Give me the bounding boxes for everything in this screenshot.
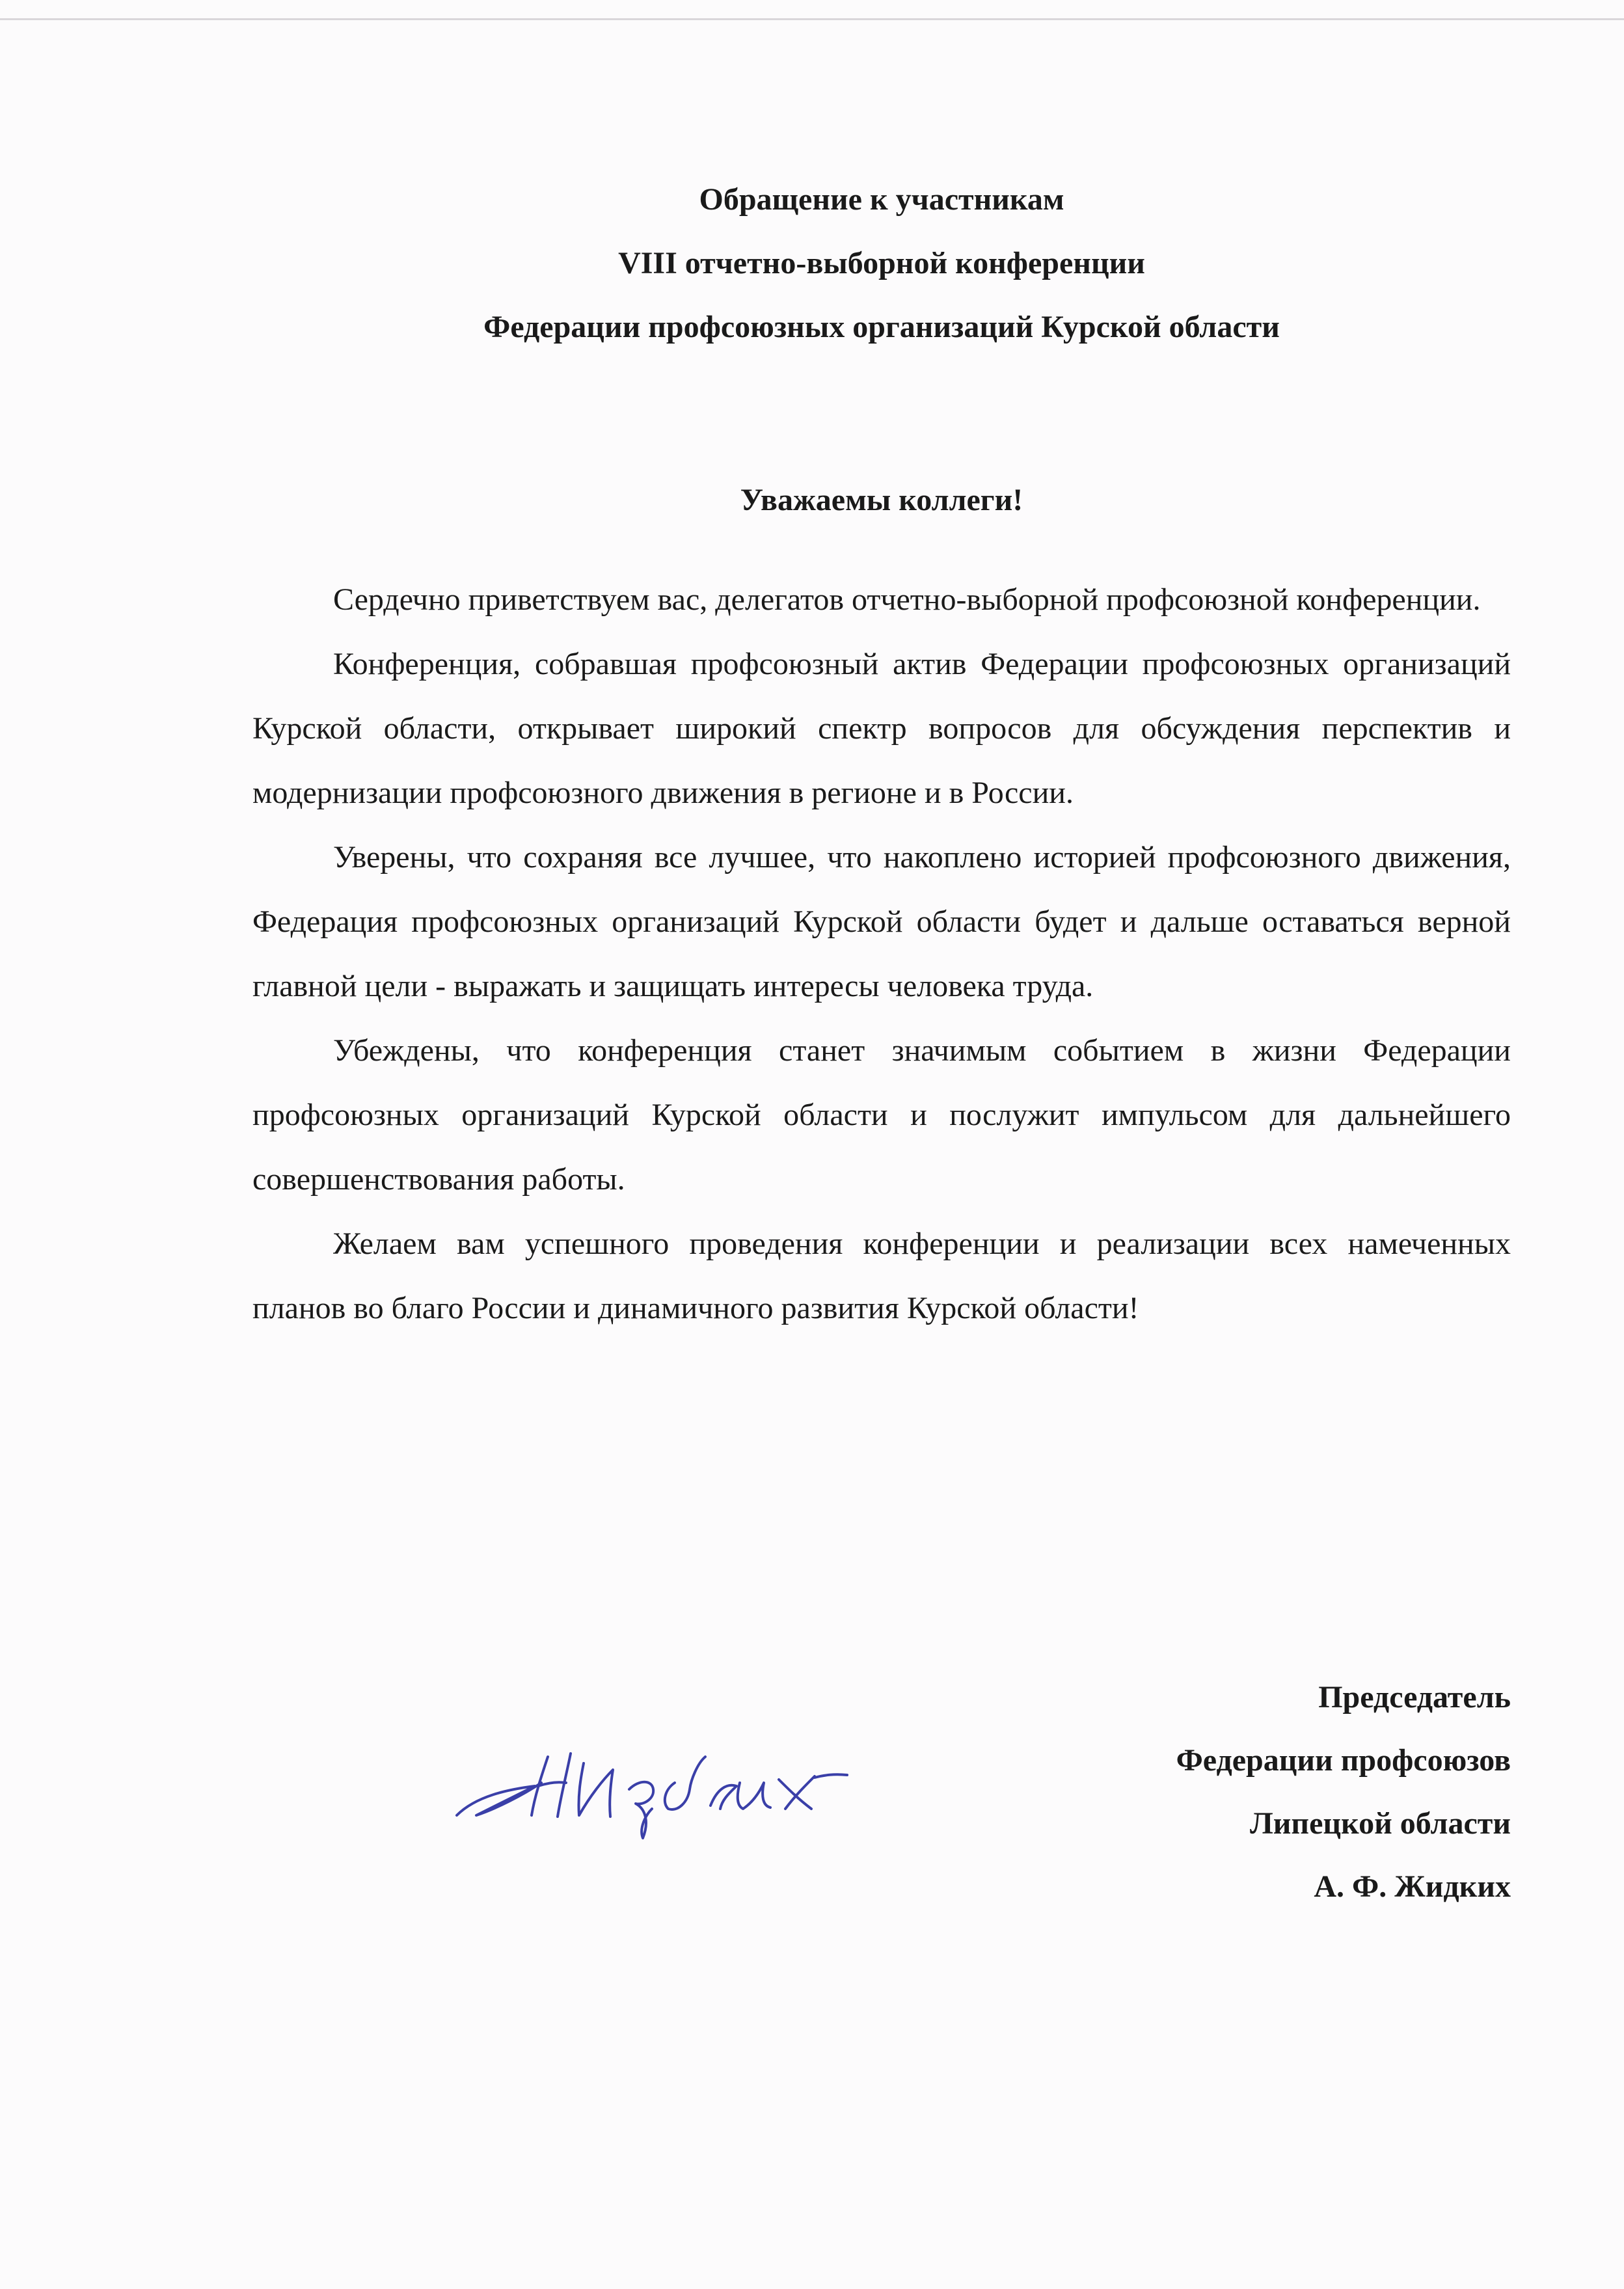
signatory-name: А. Ф. Жидких <box>1314 1869 1511 1904</box>
signatory-position: Председатель <box>1318 1680 1511 1714</box>
heading-line-3: Федерации профсоюзных организаций Курской области <box>483 310 1280 344</box>
signatory-region: Липецкой области <box>1250 1806 1511 1841</box>
heading-line-1: Обращение к участникам <box>699 182 1064 217</box>
paragraph-wishes: Желаем вам успешного проведения конференции и реализации всех намеченных планов во благо России и динамичного развития Курской области! <box>252 1226 1511 1325</box>
paragraph-confidence: Уверены, что сохраняя все лучшее, что накоплено историей профсоюзного движения, Федерация профсоюзных организаций Курской области будет и дальше оставаться верной главной цели - выражать и защищать интересы человека труда. <box>252 840 1511 1003</box>
document-heading <box>252 168 1511 359</box>
letter-page <box>252 0 1511 2289</box>
salutation: Уважаемы коллеги! <box>740 483 1023 517</box>
paragraph-significance: Убеждены, что конференция станет значимым событием в жизни Федерации профсоюзных организаций Курской области и послужит импульсом для дальнейшего совершенствования работы. <box>252 1033 1511 1197</box>
signatory-organization: Федерации профсоюзов <box>1176 1743 1511 1778</box>
signatory-block <box>1176 1666 1511 1918</box>
paragraph-greeting: Сердечно приветствуем вас, делегатов отчетно-выборной профсоюзной конференции. <box>333 582 1481 617</box>
paragraph-conference: Конференция, собравшая профсоюзный актив Федерации профсоюзных организаций Курской области, открывает широкий спектр вопросов для обсуждения перспектив и модернизации профсоюзного движения в регионе и в России. <box>252 647 1511 810</box>
handwritten-signature <box>450 1718 854 1848</box>
letter-body <box>252 567 1511 1340</box>
heading-line-2: VIII отчетно-выборной конференции <box>618 246 1145 280</box>
